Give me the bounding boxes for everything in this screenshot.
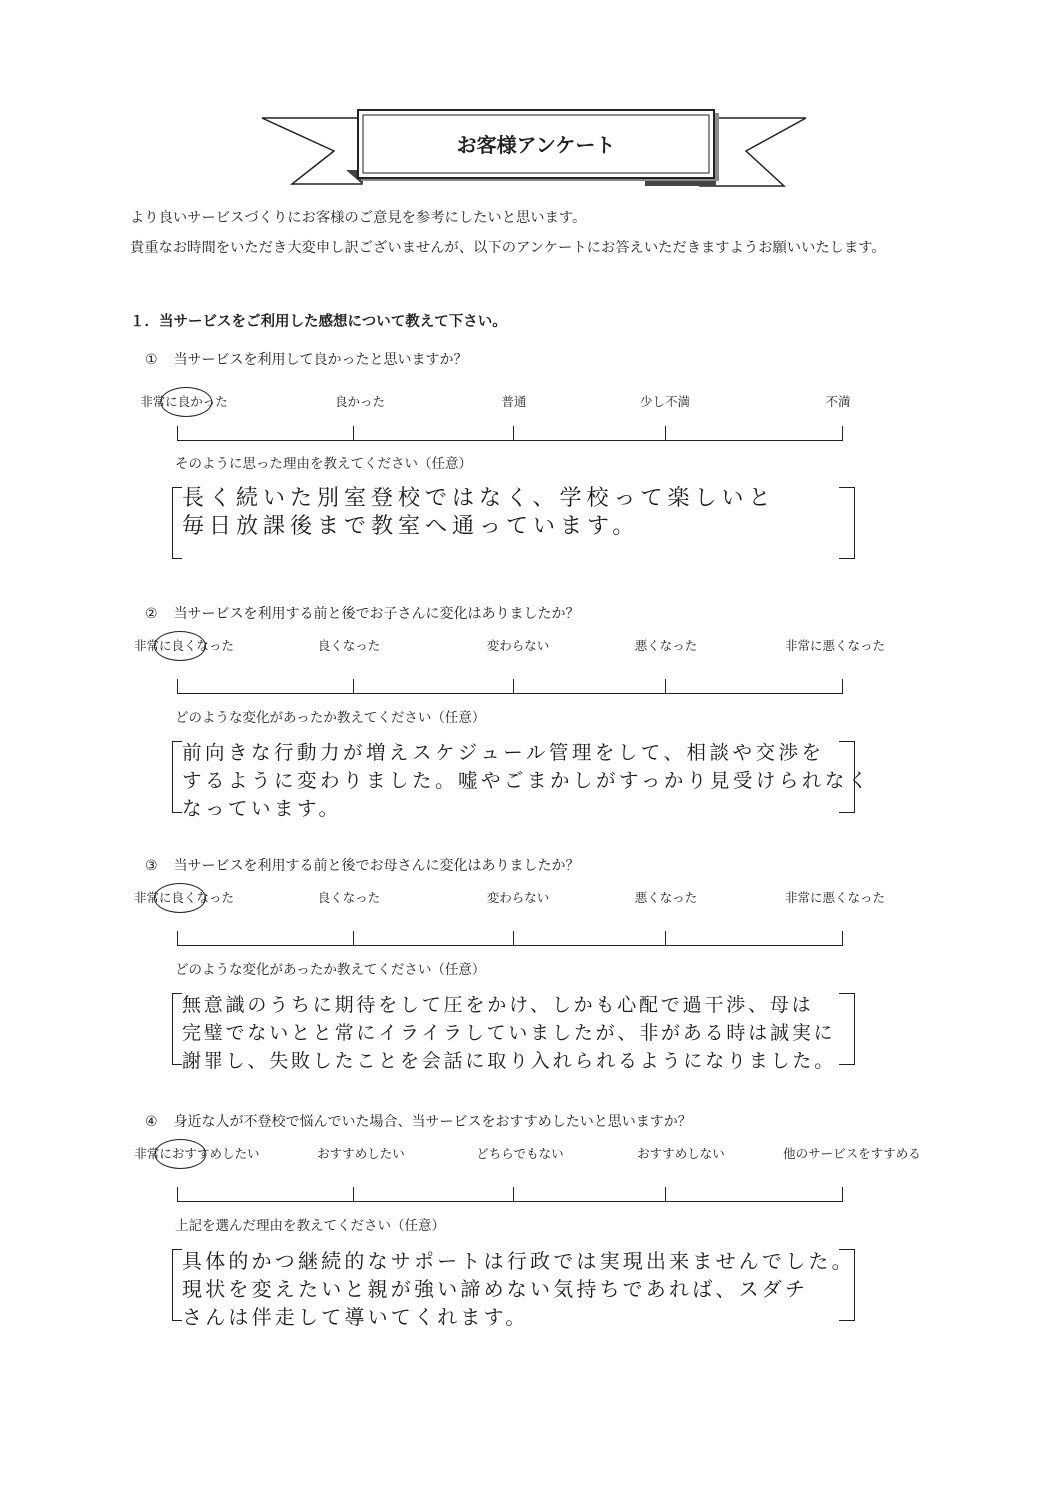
scale-tick bbox=[353, 426, 354, 441]
rating-option-label: どちらでもない bbox=[476, 1146, 564, 1161]
scale-tick bbox=[842, 679, 843, 694]
rating-option-label: 少し不満 bbox=[639, 394, 691, 409]
answer-line: 前向きな行動力が増えスケジュール管理をして、相談や交渉を bbox=[182, 741, 825, 764]
scale-tick bbox=[513, 1187, 514, 1202]
question-number: ④ bbox=[145, 1114, 158, 1130]
scale-tick bbox=[665, 931, 666, 946]
left-bracket bbox=[172, 1249, 182, 1321]
scale-tick bbox=[513, 426, 514, 441]
scale-tick bbox=[842, 931, 843, 946]
answer-line: 長く続いた別室登校ではなく、学校って楽しいと bbox=[182, 486, 776, 511]
question-4 bbox=[0, 1113, 1058, 1329]
rating-scale-labels bbox=[0, 889, 1058, 907]
handwritten-answer bbox=[182, 1247, 855, 1331]
rating-option-5 bbox=[825, 393, 850, 411]
answer-line: 現状を変えたいと親が強い諦めない気持ちであれば、スダチ bbox=[182, 1277, 809, 1301]
rating-option-1 bbox=[134, 1145, 259, 1163]
rating-scale-line bbox=[178, 1201, 843, 1202]
question-label: 身近な人が不登校で悩んでいた場合、当サービスをおすすめしたいと思いますか？ bbox=[173, 1114, 692, 1130]
reason-label: どのような変化があったか教えてください（任意） bbox=[175, 962, 486, 978]
ribbon-left-tail bbox=[262, 118, 362, 184]
reason-label: そのように思った理由を教えてください（任意） bbox=[175, 456, 472, 472]
rating-option-2 bbox=[335, 393, 385, 411]
selection-circle bbox=[160, 387, 212, 417]
question-number: ③ bbox=[145, 858, 158, 874]
answer-line: 謝罪し、失敗したことを会話に取り入れられるようになりました。 bbox=[182, 1050, 837, 1072]
answer-line: 毎日放課後まで教室へ通っています。 bbox=[182, 514, 640, 539]
scale-tick bbox=[177, 1187, 178, 1202]
rating-option-4 bbox=[635, 889, 698, 907]
rating-option-1 bbox=[134, 889, 234, 907]
answer-box bbox=[172, 993, 855, 1072]
rating-option-label: 悪くなった bbox=[634, 890, 698, 905]
rating-option-4 bbox=[640, 393, 690, 411]
rating-option-label: 非常に良くなった bbox=[133, 890, 235, 905]
answer-line: なっています。 bbox=[182, 797, 342, 820]
question-3 bbox=[0, 857, 1058, 1072]
rating-option-label: 他のサービスをすすめる bbox=[783, 1146, 921, 1161]
handwritten-answer bbox=[182, 485, 776, 541]
scale-tick bbox=[513, 931, 514, 946]
section-heading: １．当サービスをご利用した感想について教えて下さい。 bbox=[130, 314, 507, 330]
question-number: ① bbox=[145, 352, 158, 368]
rating-option-5 bbox=[785, 889, 885, 907]
rating-scale-line bbox=[178, 440, 843, 441]
rating-option-3 bbox=[476, 1145, 563, 1163]
answer-box bbox=[172, 741, 871, 820]
rating-option-label: 非常に良くなった bbox=[133, 638, 235, 653]
question-text bbox=[145, 857, 580, 875]
rating-option-5 bbox=[783, 1145, 921, 1163]
handwritten-answer bbox=[182, 739, 871, 823]
scale-tick bbox=[353, 931, 354, 946]
selection-circle bbox=[154, 631, 206, 661]
rating-option-label: 変わらない bbox=[486, 638, 550, 653]
selection-circle bbox=[154, 1139, 206, 1169]
rating-option-2 bbox=[318, 889, 381, 907]
rating-option-2 bbox=[317, 1145, 405, 1163]
left-bracket bbox=[172, 741, 182, 813]
rating-option-4 bbox=[635, 637, 698, 655]
scale-tick bbox=[665, 679, 666, 694]
answer-line: 具体的かつ継続的なサポートは行政では実現出来ませんでした。 bbox=[182, 1249, 855, 1273]
question-number: ② bbox=[145, 606, 158, 622]
handwritten-answer bbox=[182, 991, 836, 1075]
rating-option-label: 悪くなった bbox=[634, 638, 698, 653]
question-label: 当サービスを利用して良かったと思いますか？ bbox=[173, 352, 468, 368]
rating-scale-labels bbox=[0, 1145, 1058, 1163]
scale-tick bbox=[842, 1187, 843, 1202]
left-bracket bbox=[172, 487, 182, 559]
answer-box bbox=[172, 487, 855, 559]
rating-option-label: 非常におすすめしたい bbox=[134, 1146, 260, 1161]
question-text bbox=[145, 605, 580, 623]
answer-line: 無意識のうちに期待をして圧をかけ、しかも心配で過干渉、母は bbox=[182, 994, 814, 1016]
right-bracket bbox=[839, 993, 855, 1065]
rating-option-label: 変わらない bbox=[486, 890, 550, 905]
question-text bbox=[145, 351, 468, 369]
question-label: 当サービスを利用する前と後でお母さんに変化はありましたか？ bbox=[173, 858, 580, 874]
rating-option-3 bbox=[487, 889, 550, 907]
scale-tick bbox=[177, 931, 178, 946]
selection-circle bbox=[154, 883, 206, 913]
rating-scale-line bbox=[178, 693, 843, 694]
scale-tick bbox=[177, 426, 178, 441]
question-text bbox=[145, 1113, 692, 1131]
scale-tick bbox=[513, 679, 514, 694]
rating-option-label: 非常に悪くなった bbox=[784, 638, 886, 653]
rating-scale-line bbox=[178, 945, 843, 946]
rating-option-label: おすすめしたい bbox=[317, 1146, 405, 1161]
scale-tick bbox=[353, 1187, 354, 1202]
scale-tick bbox=[177, 679, 178, 694]
scale-tick bbox=[842, 426, 843, 441]
rating-option-3 bbox=[501, 393, 526, 411]
intro-line-2: 貴重なお時間をいただき大変申し訳ございませんが、以下のアンケートにお答えいただきますようお願いいたします。 bbox=[130, 240, 886, 256]
rating-option-3 bbox=[487, 637, 550, 655]
answer-line: 完璧でないとと常にイライラしていましたが、非がある時は誠実に bbox=[182, 1022, 836, 1044]
question-label: 当サービスを利用する前と後でお子さんに変化はありましたか？ bbox=[173, 606, 580, 622]
rating-option-label: 普通 bbox=[501, 394, 527, 409]
answer-box bbox=[172, 1249, 855, 1329]
scale-tick bbox=[665, 1187, 666, 1202]
reason-label: 上記を選んだ理由を教えてください（任意） bbox=[175, 1218, 445, 1234]
question-2 bbox=[0, 605, 1058, 820]
right-bracket bbox=[839, 487, 855, 559]
rating-option-2 bbox=[318, 637, 381, 655]
scale-tick bbox=[665, 426, 666, 441]
rating-option-label: 非常に悪くなった bbox=[784, 890, 886, 905]
rating-option-label: 良かった bbox=[334, 394, 386, 409]
answer-line: するように変わりました。嘘やごまかしがすっかり見受けられなく bbox=[182, 769, 871, 792]
rating-option-5 bbox=[785, 637, 885, 655]
question-1 bbox=[0, 351, 1058, 561]
rating-option-label: 良くなった bbox=[317, 638, 381, 653]
answer-line: さんは伴走して導いてくれます。 bbox=[182, 1305, 529, 1329]
intro-line-1: より良いサービスづくりにお客様のご意見を参考にしたいと思います。 bbox=[130, 210, 587, 226]
ribbon-graphic bbox=[0, 0, 1058, 200]
left-bracket bbox=[172, 993, 182, 1065]
rating-option-label: おすすめしない bbox=[637, 1146, 725, 1161]
reason-label: どのような変化があったか教えてください（任意） bbox=[175, 710, 486, 726]
rating-option-label: 不満 bbox=[825, 394, 851, 409]
rating-option-label: 良くなった bbox=[317, 890, 381, 905]
rating-scale-labels bbox=[0, 637, 1058, 655]
rating-option-1 bbox=[140, 393, 228, 411]
rating-option-4 bbox=[637, 1145, 725, 1163]
rating-scale-labels bbox=[0, 393, 1058, 411]
rating-option-label: 非常に良かった bbox=[140, 394, 228, 409]
scale-tick bbox=[353, 679, 354, 694]
rating-option-1 bbox=[134, 637, 234, 655]
page-title: お客様アンケート bbox=[456, 133, 616, 157]
